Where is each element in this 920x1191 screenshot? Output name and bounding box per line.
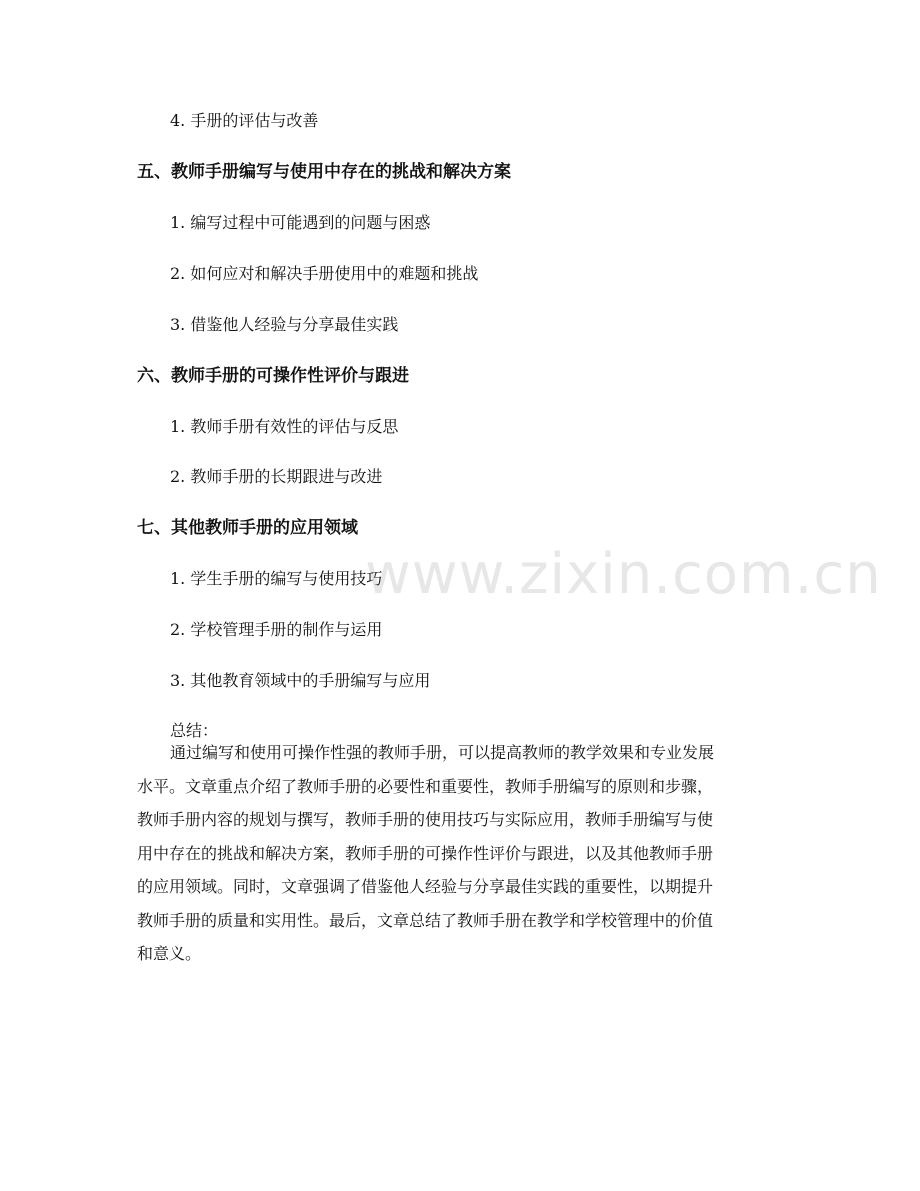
list-item: 3. 借鉴他人经验与分享最佳实践 <box>170 315 399 334</box>
list-item: 3. 其他教育领域中的手册编写与应用 <box>170 671 431 690</box>
section-heading: 六、教师手册的可操作性评价与跟进 <box>137 366 409 386</box>
list-item: 4. 手册的评估与改善 <box>170 111 319 130</box>
list-item: 2. 学校管理手册的制作与运用 <box>170 620 383 639</box>
summary-label: 总结： <box>170 721 219 740</box>
paragraph-line: 用中存在的挑战和解决方案，教师手册的可操作性评价与跟进，以及其他教师手册 <box>137 843 714 863</box>
watermark: www.zixin.com.cn <box>365 542 882 607</box>
summary-paragraph <box>137 736 793 971</box>
list-item: 2. 如何应对和解决手册使用中的难题和挑战 <box>170 264 479 283</box>
list-item: 1. 教师手册有效性的评估与反思 <box>170 417 399 436</box>
section-heading: 五、教师手册编写与使用中存在的挑战和解决方案 <box>137 162 511 182</box>
paragraph-line: 水平。文章重点介绍了教师手册的必要性和重要性，教师手册编写的原则和步骤， <box>137 776 714 796</box>
list-item: 1. 编写过程中可能遇到的问题与困惑 <box>170 213 431 232</box>
paragraph-line: 和意义。 <box>137 944 202 963</box>
list-item: 2. 教师手册的长期跟进与改进 <box>170 467 383 486</box>
paragraph-line: 的应用领域。同时，文章强调了借鉴他人经验与分享最佳实践的重要性，以期提升 <box>137 877 714 896</box>
paragraph-line: 通过编写和使用可操作性强的教师手册，可以提高教师的教学效果和专业发展 <box>170 743 715 762</box>
paragraph-line: 教师手册内容的规划与撰写，教师手册的使用技巧与实际应用，教师手册编写与使 <box>137 810 714 829</box>
paragraph-line: 教师手册的质量和实用性。最后，文章总结了教师手册在教学和学校管理中的价值 <box>137 910 714 930</box>
list-item: 1. 学生手册的编写与使用技巧 <box>170 569 383 588</box>
section-heading: 七、其他教师手册的应用领域 <box>137 518 358 538</box>
